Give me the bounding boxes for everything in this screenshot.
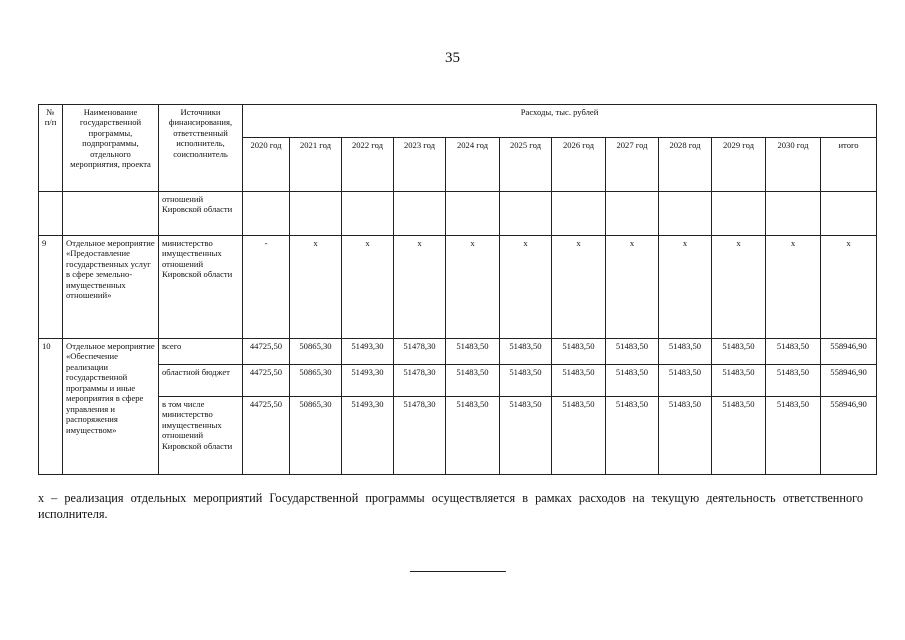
table-cell: 50865,30 [290,397,342,475]
table-cell: 51483,50 [500,365,552,397]
row-source: министерство имущественных отношений Кировской области [159,236,243,339]
table-cell: 51483,50 [500,339,552,365]
table-cell: 51483,50 [552,339,606,365]
table-cell: 51483,50 [552,397,606,475]
header-year: 2027 год [606,138,659,192]
table-cell: 51483,50 [659,397,712,475]
row-source: отношений Кировской области [159,192,243,236]
table-cell: 51483,50 [766,339,821,365]
table-cell: x [446,236,500,339]
header-year: 2020 год [243,138,290,192]
row-no [39,192,63,236]
row-name: Отдельное мероприятие «Обеспечение реализации государственной программы и иные мероприятия в сфере управления и распоряжения имуществом» [63,339,159,475]
footnote: x – реализация отдельных мероприятий Государственной программы осуществляется в рамках расходов на текущую деятельность ответственного исполнителя. [38,491,863,522]
table-cell: 50865,30 [290,339,342,365]
table-cell: 558946,90 [821,397,877,475]
page-number: 35 [445,50,460,66]
table-cell: 51493,30 [342,365,394,397]
row-source: областной бюджет [159,365,243,397]
table-cell [446,192,500,236]
table-cell: 50865,30 [290,365,342,397]
header-expenses: Расходы, тыс. рублей [243,105,877,138]
table-cell: 51483,50 [712,397,766,475]
table-cell: x [394,236,446,339]
table-cell [394,192,446,236]
table-cell: x [342,236,394,339]
table-cell [500,192,552,236]
header-no: № п/п [39,105,63,192]
header-sources: Источники финансирования, ответственный исполнитель, соисполнитель [159,105,243,192]
table-cell: 51483,50 [766,365,821,397]
table-row [39,397,877,475]
table-cell: 44725,50 [243,339,290,365]
row-source: всего [159,339,243,365]
table-cell: 51483,50 [659,365,712,397]
table-cell: x [659,236,712,339]
row-name: Отдельное мероприятие «Предоставление государственных услуг в сфере земельно-имущественных отношений» [63,236,159,339]
table-cell: 51483,50 [712,365,766,397]
header-year: 2023 год [394,138,446,192]
table-cell: x [552,236,606,339]
table-cell: 51483,50 [712,339,766,365]
table-cell: 51483,50 [446,397,500,475]
header-year: 2025 год [500,138,552,192]
header-year: 2028 год [659,138,712,192]
header-year: 2030 год [766,138,821,192]
table-cell [659,192,712,236]
table-row [39,365,877,397]
table-cell [243,192,290,236]
table-cell: 51478,30 [394,397,446,475]
table-cell [606,192,659,236]
header-year: 2024 год [446,138,500,192]
header-year: 2029 год [712,138,766,192]
table-cell: 44725,50 [243,365,290,397]
row-source: в том числе министерство имущественных отношений Кировской области [159,397,243,475]
table-cell: 51493,30 [342,339,394,365]
table-cell: x [606,236,659,339]
expenses-table [38,104,877,475]
table-cell: 558946,90 [821,365,877,397]
table-cell: 558946,90 [821,339,877,365]
footer-divider [410,571,506,572]
table-cell: 51483,50 [552,365,606,397]
header-year: 2021 год [290,138,342,192]
row-name [63,192,159,236]
table-cell: 51493,30 [342,397,394,475]
header-year: 2026 год [552,138,606,192]
table-row [39,236,877,339]
table-cell [342,192,394,236]
table-cell: x [821,236,877,339]
table-row [39,339,877,365]
table-cell: x [500,236,552,339]
header-name: Наименование государственной программы, подпрограммы, отдельного мероприятия, проекта [63,105,159,192]
table-cell: 51483,50 [766,397,821,475]
table-cell [290,192,342,236]
row-no: 9 [39,236,63,339]
table-cell [552,192,606,236]
table-cell: x [290,236,342,339]
table-cell: 51483,50 [500,397,552,475]
table-cell: - [243,236,290,339]
row-no: 10 [39,339,63,475]
table-cell: 51483,50 [606,339,659,365]
table-cell: 51483,50 [446,365,500,397]
table-cell: 51483,50 [446,339,500,365]
table-cell: 51478,30 [394,365,446,397]
table-cell [712,192,766,236]
header-year: 2022 год [342,138,394,192]
table-cell: 51483,50 [606,397,659,475]
table-cell: 51483,50 [659,339,712,365]
table-cell: 51483,50 [606,365,659,397]
table-cell [821,192,877,236]
table-cell [766,192,821,236]
table-cell: x [712,236,766,339]
table-cell: 51478,30 [394,339,446,365]
table-cell: 44725,50 [243,397,290,475]
table-cell: x [766,236,821,339]
header-row [39,105,877,138]
table-row [39,192,877,236]
header-total: итого [821,138,877,192]
